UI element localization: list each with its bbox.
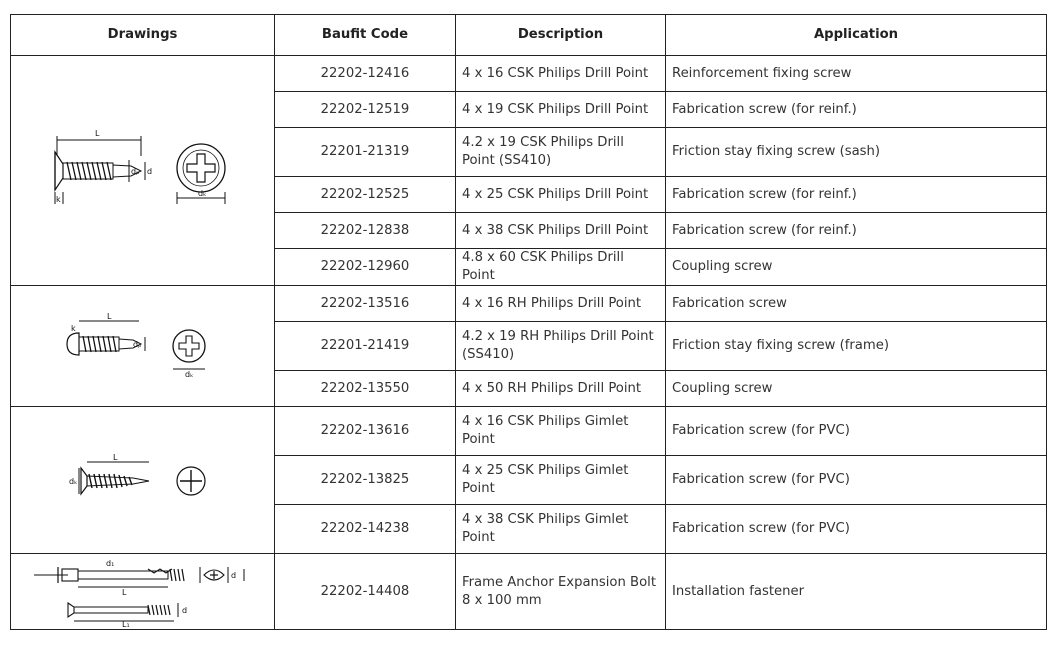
cell-code: 22202-12519 [275,92,456,128]
cell-code: 22202-14238 [275,505,456,554]
cell-application: Fabrication screw (for PVC) [666,456,1047,505]
cell-application: Coupling screw [666,371,1047,407]
cell-code: 22202-12838 [275,213,456,249]
label-L: L [94,128,99,138]
cell-application: Fabrication screw (for reinf.) [666,177,1047,213]
header-row [11,15,1047,56]
label-dk: dₖ [68,477,77,486]
cell-description: 4 x 38 CSK Philips Drill Point [456,213,666,249]
cell-description: 4 x 19 CSK Philips Drill Point [456,92,666,128]
frame-anchor-bolt-drawing-icon [28,557,258,627]
cell-code: 22202-12416 [275,56,456,92]
label-k: k [70,324,76,333]
label-L1: L₁ [121,619,130,627]
cell-description: 4.8 x 60 CSK Philips Drill Point [456,249,666,286]
cell-application: Fabrication screw (for reinf.) [666,92,1047,128]
cell-application: Installation fastener [666,554,1047,630]
cell-code: 22202-12525 [275,177,456,213]
cell-description: 4.2 x 19 RH Philips Drill Point (SS410) [456,322,666,371]
cell-code: 22202-13516 [275,286,456,322]
cell-description: Frame Anchor Expansion Bolt 8 x 100 mm [456,554,666,630]
cell-code: 22202-14408 [275,554,456,630]
drawing-cell-frame-anchor [11,554,275,630]
cell-description: 4 x 16 CSK Philips Gimlet Point [456,407,666,456]
cell-description: 4 x 16 CSK Philips Drill Point [456,56,666,92]
label-dp: dₚ [132,340,142,349]
label-L: L [106,312,111,321]
cell-description: 4 x 25 CSK Philips Gimlet Point [456,456,666,505]
cell-description: 4 x 25 CSK Philips Drill Point [456,177,666,213]
cell-description: 4 x 16 RH Philips Drill Point [456,286,666,322]
cell-description: 4 x 50 RH Philips Drill Point [456,371,666,407]
cell-code: 22201-21419 [275,322,456,371]
header-description: Description [456,15,666,56]
cell-code: 22202-12960 [275,249,456,286]
screw-spec-table [10,14,1047,630]
table-row [11,554,1047,630]
drawing-cell-rh-drill [11,286,275,407]
header-code: Baufit Code [275,15,456,56]
label-L: L [121,587,126,597]
cell-application: Fabrication screw [666,286,1047,322]
table-row [11,56,1047,92]
label-dp: dₚ [130,166,140,176]
label-dk: dₖ [197,188,206,198]
csk-drill-point-screw-drawing-icon [43,126,243,216]
cell-application: Fabrication screw (for reinf.) [666,213,1047,249]
cell-description: 4.2 x 19 CSK Philips Drill Point (SS410) [456,128,666,177]
table-row [11,407,1047,456]
label-d1: d₁ [105,558,114,568]
header-drawings: Drawings [11,15,275,56]
label-L: L [112,453,117,462]
drawing-cell-csk-gimlet [11,407,275,554]
cell-application: Fabrication screw (for PVC) [666,505,1047,554]
table-row [11,286,1047,322]
cell-application: Coupling screw [666,249,1047,286]
label-d: d [146,166,152,176]
cell-code: 22202-13825 [275,456,456,505]
cell-application: Fabrication screw (for PVC) [666,407,1047,456]
label-d: d [181,605,187,615]
cell-description: 4 x 38 CSK Philips Gimlet Point [456,505,666,554]
cell-application: Friction stay fixing screw (frame) [666,322,1047,371]
drawing-cell-csk-drill [11,56,275,286]
header-application: Application [666,15,1047,56]
label-dk: dₖ [184,370,193,379]
csk-gimlet-screw-drawing-icon [63,450,223,510]
cell-code: 22201-21319 [275,128,456,177]
label-k: k [55,194,61,204]
rh-drill-point-screw-drawing-icon [63,311,223,381]
cell-application: Reinforcement fixing screw [666,56,1047,92]
cell-code: 22202-13550 [275,371,456,407]
label-d: d [230,570,236,580]
cell-application: Friction stay fixing screw (sash) [666,128,1047,177]
cell-code: 22202-13616 [275,407,456,456]
